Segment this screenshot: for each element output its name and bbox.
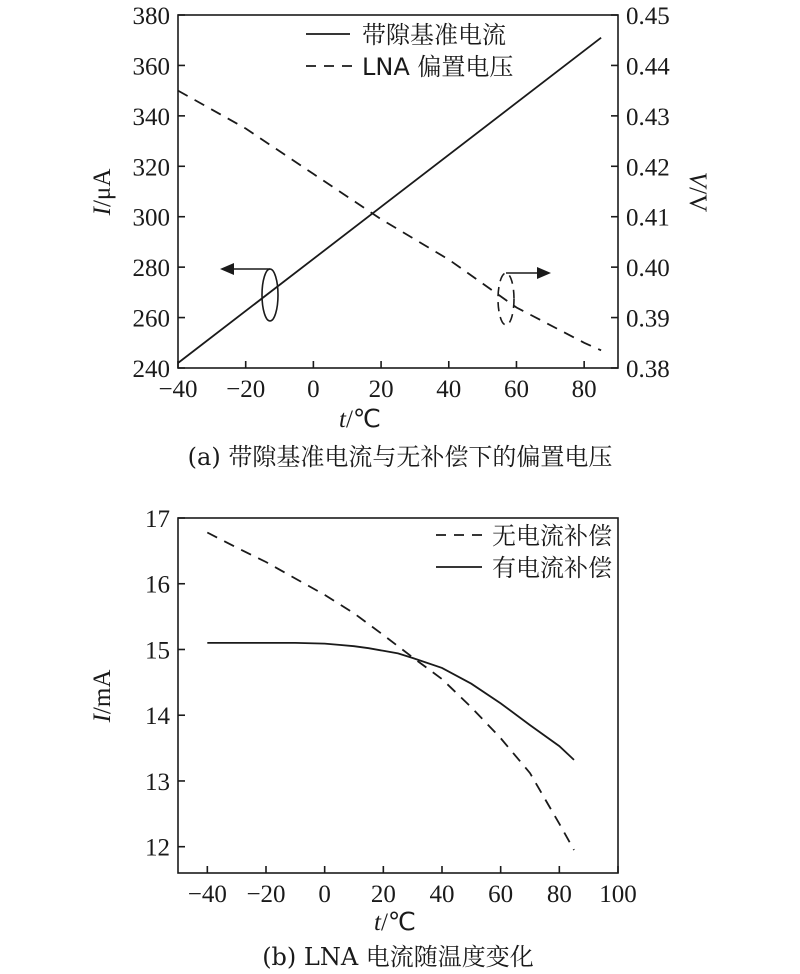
x-axis-title-a: t/℃: [339, 406, 381, 433]
y-tick-label: 12: [145, 834, 170, 862]
ellipse-marker: [262, 269, 278, 321]
y-tick-label: 320: [132, 154, 170, 182]
x-tick-label: 60: [503, 376, 529, 403]
x-axis-title-b: t/℃: [374, 909, 416, 936]
panel-b: [89, 506, 637, 971]
y2-tick-label: 0.42: [626, 154, 670, 182]
x-tick-label: −40: [187, 881, 227, 908]
x-tick-label: 0: [318, 881, 331, 908]
x-tick-label: 80: [571, 376, 597, 403]
right-axis-indicator: [498, 267, 551, 325]
series-line-solid: [207, 643, 574, 760]
x-tick-label: 20: [368, 376, 394, 403]
y2-axis-title-a: V/V: [684, 171, 711, 213]
y2-tick-label: 0.38: [626, 356, 670, 383]
x-tick-label: 40: [436, 376, 462, 403]
y-ticks-b: [145, 506, 185, 862]
legend-a-label-1: 带隙基准电流: [362, 21, 506, 49]
series-line-solid: [178, 38, 601, 363]
y-tick-label: 300: [132, 204, 170, 232]
x-tick-label: −20: [246, 881, 286, 908]
legend-b: [436, 522, 612, 582]
x-tick-label: 0: [307, 376, 320, 403]
y-tick-label: 16: [145, 571, 170, 599]
y2-tick-label: 0.41: [626, 204, 670, 232]
y-tick-label: 14: [145, 703, 170, 731]
y-tick-label: 15: [145, 637, 170, 665]
arrow-left-icon: [220, 263, 234, 275]
y-axis-title-b: I/mA: [89, 669, 116, 723]
legend-a-label-2: LNA 偏置电压: [362, 53, 514, 81]
y2-tick-label: 0.43: [626, 103, 670, 131]
y2-tick-label: 0.40: [626, 255, 670, 283]
y-tick-label: 360: [132, 53, 170, 81]
x-tick-label: 100: [599, 881, 637, 908]
caption-a: (a) 带隙基准电流与无补偿下的偏置电压: [187, 443, 613, 471]
caption-b: (b) LNA 电流随温度变化: [262, 943, 534, 971]
arrow-right-icon: [537, 267, 551, 279]
y-axis-title-a: I/μA: [89, 168, 116, 216]
panel-a: [89, 3, 711, 471]
y2-tick-label: 0.39: [626, 305, 670, 333]
y-tick-label: 280: [132, 255, 170, 283]
y2-ticks-a: [611, 3, 670, 383]
x-tick-label: 40: [429, 881, 455, 908]
x-tick-label: 60: [488, 881, 514, 908]
legend-b-label-2: 有电流补偿: [492, 554, 612, 582]
x-tick-label: 80: [546, 881, 572, 908]
y-tick-label: 380: [132, 3, 170, 30]
x-tick-label: 20: [370, 881, 396, 908]
legend-a: [306, 21, 513, 81]
x-tick-label: −40: [158, 376, 198, 403]
y-tick-label: 240: [132, 356, 170, 383]
y-tick-label: 260: [132, 305, 170, 333]
y-tick-label: 340: [132, 103, 170, 131]
legend-b-label-1: 无电流补偿: [492, 522, 612, 550]
y-tick-label: 13: [145, 768, 170, 796]
y2-tick-label: 0.45: [626, 3, 670, 30]
series-a: [178, 38, 601, 363]
y-ticks-a: [133, 3, 186, 383]
y2-tick-label: 0.44: [626, 53, 670, 81]
x-tick-label: −20: [226, 376, 266, 403]
y-tick-label: 17: [145, 506, 170, 533]
series-line-dashed: [178, 91, 601, 351]
